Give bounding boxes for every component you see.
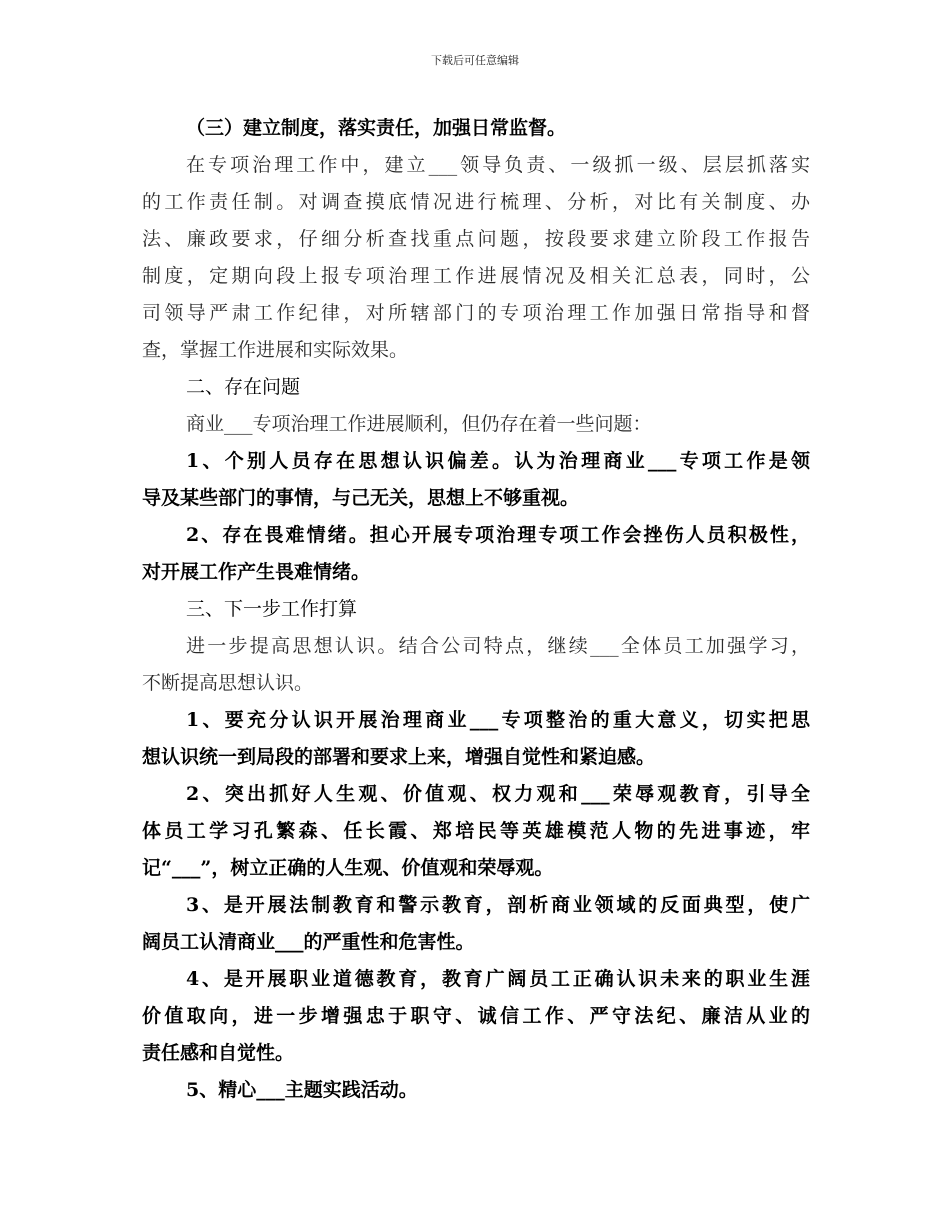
page-header: 下载后可任意编辑: [431, 54, 519, 67]
paragraph-line: [142, 295, 810, 332]
text-line: 责任感和自觉性。: [142, 1042, 295, 1064]
text-line: 对开展工作产生畏难情绪。: [142, 561, 371, 583]
paragraph-line: [142, 406, 810, 443]
text-line: 记“___”，树立正确的人生观、价值观和荣辱观。: [142, 857, 554, 879]
list-item-line: [142, 776, 810, 813]
text-line: 1、个别人员存在思想认识偏差。认为治理商业___专项工作是领: [186, 450, 810, 472]
paragraph-line: [142, 147, 810, 184]
list-item-line: [142, 1035, 810, 1072]
paragraph-line: [142, 332, 810, 369]
list-item-line: [142, 702, 810, 739]
section-heading-3-plan: [142, 591, 810, 628]
list-item-line: [142, 924, 810, 961]
list-item-line: [142, 554, 810, 591]
list-item-line: [142, 961, 810, 998]
paragraph-line: [142, 184, 810, 221]
text-line: （三）建立制度，落实责任，加强日常监督。: [186, 117, 567, 139]
paragraph-line: [142, 258, 810, 295]
list-item-line: [142, 739, 810, 776]
paragraph-line: [142, 221, 810, 258]
list-item-line: [142, 517, 810, 554]
list-item-line: [142, 850, 810, 887]
text-line: 价值取向，进一步增强忠于职守、诚信工作、严守法纪、廉洁从业的: [142, 1005, 810, 1027]
text-line: 2、存在畏难情绪。担心开展专项治理专项工作会挫伤人员积极性，: [186, 524, 810, 546]
text-line: 进一步提高思想认识。结合公司特点，继续___全体员工加强学习，: [186, 635, 810, 657]
text-line: 5、精心___主题实践活动。: [186, 1079, 418, 1101]
list-item-line: [142, 480, 810, 517]
list-item-line: [142, 998, 810, 1035]
text-line: 制度，定期向段上报专项治理工作进展情况及相关汇总表，同时，公: [142, 265, 810, 287]
text-line: 三、下一步工作打算: [186, 598, 358, 620]
text-line: 不断提高思想认识。: [142, 672, 314, 694]
text-line: 二、存在问题: [186, 376, 301, 398]
text-line: 法、廉政要求，仔细分析查找重点问题，按段要求建立阶段工作报告: [142, 228, 810, 250]
text-line: 的工作责任制。对调查摸底情况进行梳理、分析，对比有关制度、办: [142, 191, 810, 213]
text-line: 2、突出抓好人生观、价值观、权力观和___荣辱观教育，引导全: [186, 783, 810, 805]
list-item-line: [142, 887, 810, 924]
text-line: 导及某些部门的事情，与己无关，思想上不够重视。: [142, 487, 580, 509]
text-line: 商业___专项治理工作进展顺利，但仍存在着一些问题：: [186, 413, 652, 435]
text-line: 司领导严肃工作纪律，对所辖部门的专项治理工作加强日常指导和督: [142, 302, 810, 324]
text-line: 想认识统一到局段的部署和要求上来，增强自觉性和紧迫感。: [142, 746, 656, 768]
text-line: 阔员工认清商业___的严重性和危害性。: [142, 931, 475, 953]
document-body: [142, 110, 810, 1109]
text-line: 3、是开展法制教育和警示教育，剖析商业领域的反面典型，使广: [186, 894, 810, 916]
section-heading-3: [142, 110, 810, 147]
list-item-line: [142, 443, 810, 480]
text-line: 4、是开展职业道德教育，教育广阔员工正确认识未来的职业生涯: [186, 968, 810, 990]
text-line: 查，掌握工作进展和实际效果。: [142, 339, 409, 361]
text-line: 体员工学习孔繁森、任长霞、郑培民等英雄模范人物的先进事迹，牢: [142, 820, 810, 842]
list-item-line: [142, 813, 810, 850]
paragraph-line: [142, 628, 810, 665]
section-heading-2: [142, 369, 810, 406]
list-item-line: [142, 1072, 810, 1109]
paragraph-line: [142, 665, 810, 702]
text-line: 1、要充分认识开展治理商业___专项整治的重大意义，切实把思: [186, 709, 810, 731]
text-line: 在专项治理工作中，建立___领导负责、一级抓一级、层层抓落实: [186, 154, 810, 176]
